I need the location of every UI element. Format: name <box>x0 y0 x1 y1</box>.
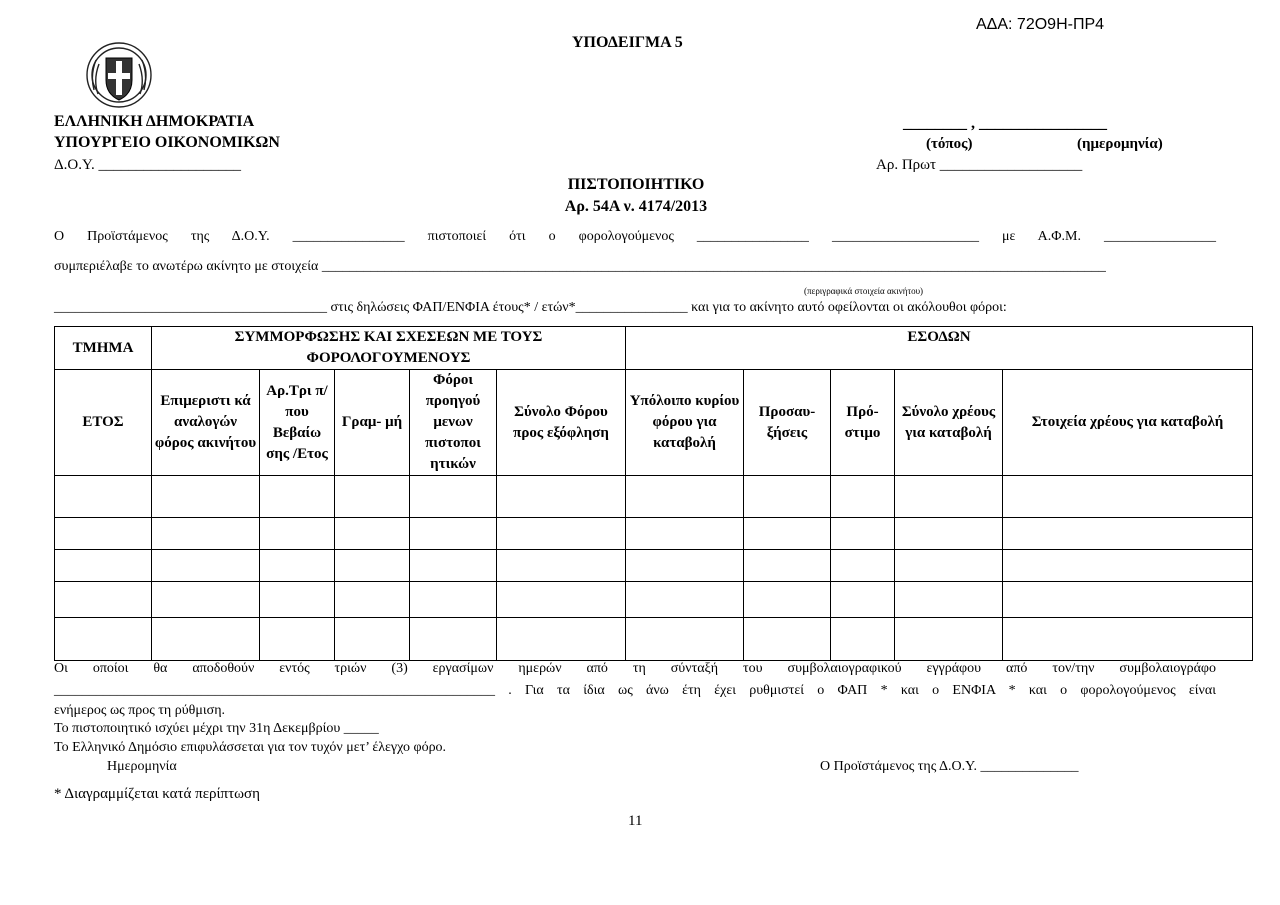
protocol-number-field: Αρ. Πρωτ ___________________ <box>876 157 1083 173</box>
column-header-previous-taxes: Φόροι προηγού μενων πιστοποι ητικών <box>410 370 497 476</box>
footnote: * Διαγραμμίζεται κατά περίπτωση <box>54 786 260 802</box>
column-header-debt-details: Στοιχεία χρέους για καταβολή <box>1003 370 1253 476</box>
page-number: 11 <box>628 813 643 829</box>
document-title: ΠΙΣΤΟΠΟΙΗΤΙΚΟ <box>567 176 705 193</box>
settlement-status-line: ενήμερος ως προς τη ρύθμιση. <box>54 703 226 718</box>
column-header-line: Γραμ- μή <box>335 370 410 476</box>
table-row <box>55 476 1253 518</box>
column-header-surcharges: Προσαυ- ξήσεις <box>744 370 831 476</box>
place-date-field: ________ , ________________ <box>903 115 1107 132</box>
signature-date-label: Ημερομηνία <box>107 759 177 774</box>
column-header-fine: Πρό- στιμο <box>831 370 895 476</box>
revenue-department-header: ΕΣΟΔΩΝ <box>626 327 1253 370</box>
validity-line: Το πιστοποιητικό ισχύει μέχρι την 31η Δεκεμβρίου _____ <box>54 721 379 736</box>
declarations-line: _______________________________________ στις δηλώσεις ΦΑΠ/ΕΝΦΙΑ έτους* / ετών*________________ και για το ακίνητο αυτό οφείλονται οι ακόλουθοι φόροι: <box>54 300 1007 315</box>
ministry-name: ΥΠΟΥΡΓΕΙΟ ΟΙΚΟΝΟΜΙΚΩΝ <box>54 134 280 151</box>
section-label-cell: ΤΜΗΜΑ <box>55 327 152 370</box>
payment-terms-line: Οι οποίοι θα αποδοθούν εντός τριών (3) εργασίμων ημερών από τη σύνταξή του συμβολαιογραφικού εγγράφου από τον/την συμβολαιογράφο <box>54 661 1216 676</box>
column-header-year: ΕΤΟΣ <box>55 370 152 476</box>
column-header-remaining-tax: Υπόλοιπο κυρίου φόρου για καταβολή <box>626 370 744 476</box>
tax-debt-table <box>54 326 1253 661</box>
table-row <box>55 582 1253 618</box>
greek-coat-of-arms-emblem <box>84 40 154 110</box>
property-description-note: (περιγραφικά στοιχεία ακινήτου) <box>804 286 924 296</box>
compliance-department-header: ΣΥΜΜΟΡΦΩΣΗΣ ΚΑΙ ΣΧΕΣΕΩΝ ΜΕ ΤΟΥΣ ΦΟΡΟΛΟΓΟΥΜΕΝΟΥΣ <box>152 327 626 370</box>
document-subtitle: Αρ. 54Α ν. 4174/2013 <box>564 198 708 215</box>
table-row <box>55 618 1253 661</box>
table-row <box>55 518 1253 550</box>
ada-code: ΑΔΑ: 72Ο9Η-ΠΡ4 <box>976 16 1105 33</box>
settlement-line: _______________________________________________________________ . Για τα ίδια ως άνω έτη έχει ρυθμιστεί ο ΦΑΠ * και ο ΕΝΦΙΑ * και ο φορολογούμενος είναι <box>54 683 1216 698</box>
column-header-total-debt: Σύνολο χρέους για καταβολή <box>895 370 1003 476</box>
table-row <box>55 550 1253 582</box>
tax-office-field: Δ.Ο.Υ. ___________________ <box>54 157 241 173</box>
reservation-line: Το Ελληνικό Δημόσιο επιφυλάσσεται για τον τυχόν μετ’ έλεγχο φόρο. <box>54 740 447 755</box>
column-header-apportioned-tax: Επιμεριστι κά αναλογών φόρος ακινήτου <box>152 370 260 476</box>
template-title: ΥΠΟΔΕΙΓΜΑ 5 <box>572 34 683 51</box>
column-header-total-tax: Σύνολο Φόρου προς εξόφληση <box>497 370 626 476</box>
org-name: ΕΛΛΗΝΙΚΗ ΔΗΜΟΚΡΑΤΙΑ <box>54 113 255 130</box>
date-label: (ημερομηνία) <box>1077 136 1163 152</box>
signer-field: Ο Προϊστάμενος της Δ.Ο.Υ. ______________ <box>820 759 1079 774</box>
column-header-assessment-number: Αρ.Τρι π/που Βεβαίω σης /Ετος <box>260 370 335 476</box>
place-label: (τόπος) <box>926 136 973 152</box>
property-details-line: συμπεριέλαβε το ανωτέρω ακίνητο με στοιχεία ________________________________________________________________________________________________________________ <box>54 259 1106 274</box>
certification-statement: Ο Προϊστάμενος της Δ.Ο.Υ. ________________ πιστοποιεί ότι ο φορολογούμενος ________________ _____________________ με Α.Φ.Μ. ________________ <box>54 229 1216 244</box>
